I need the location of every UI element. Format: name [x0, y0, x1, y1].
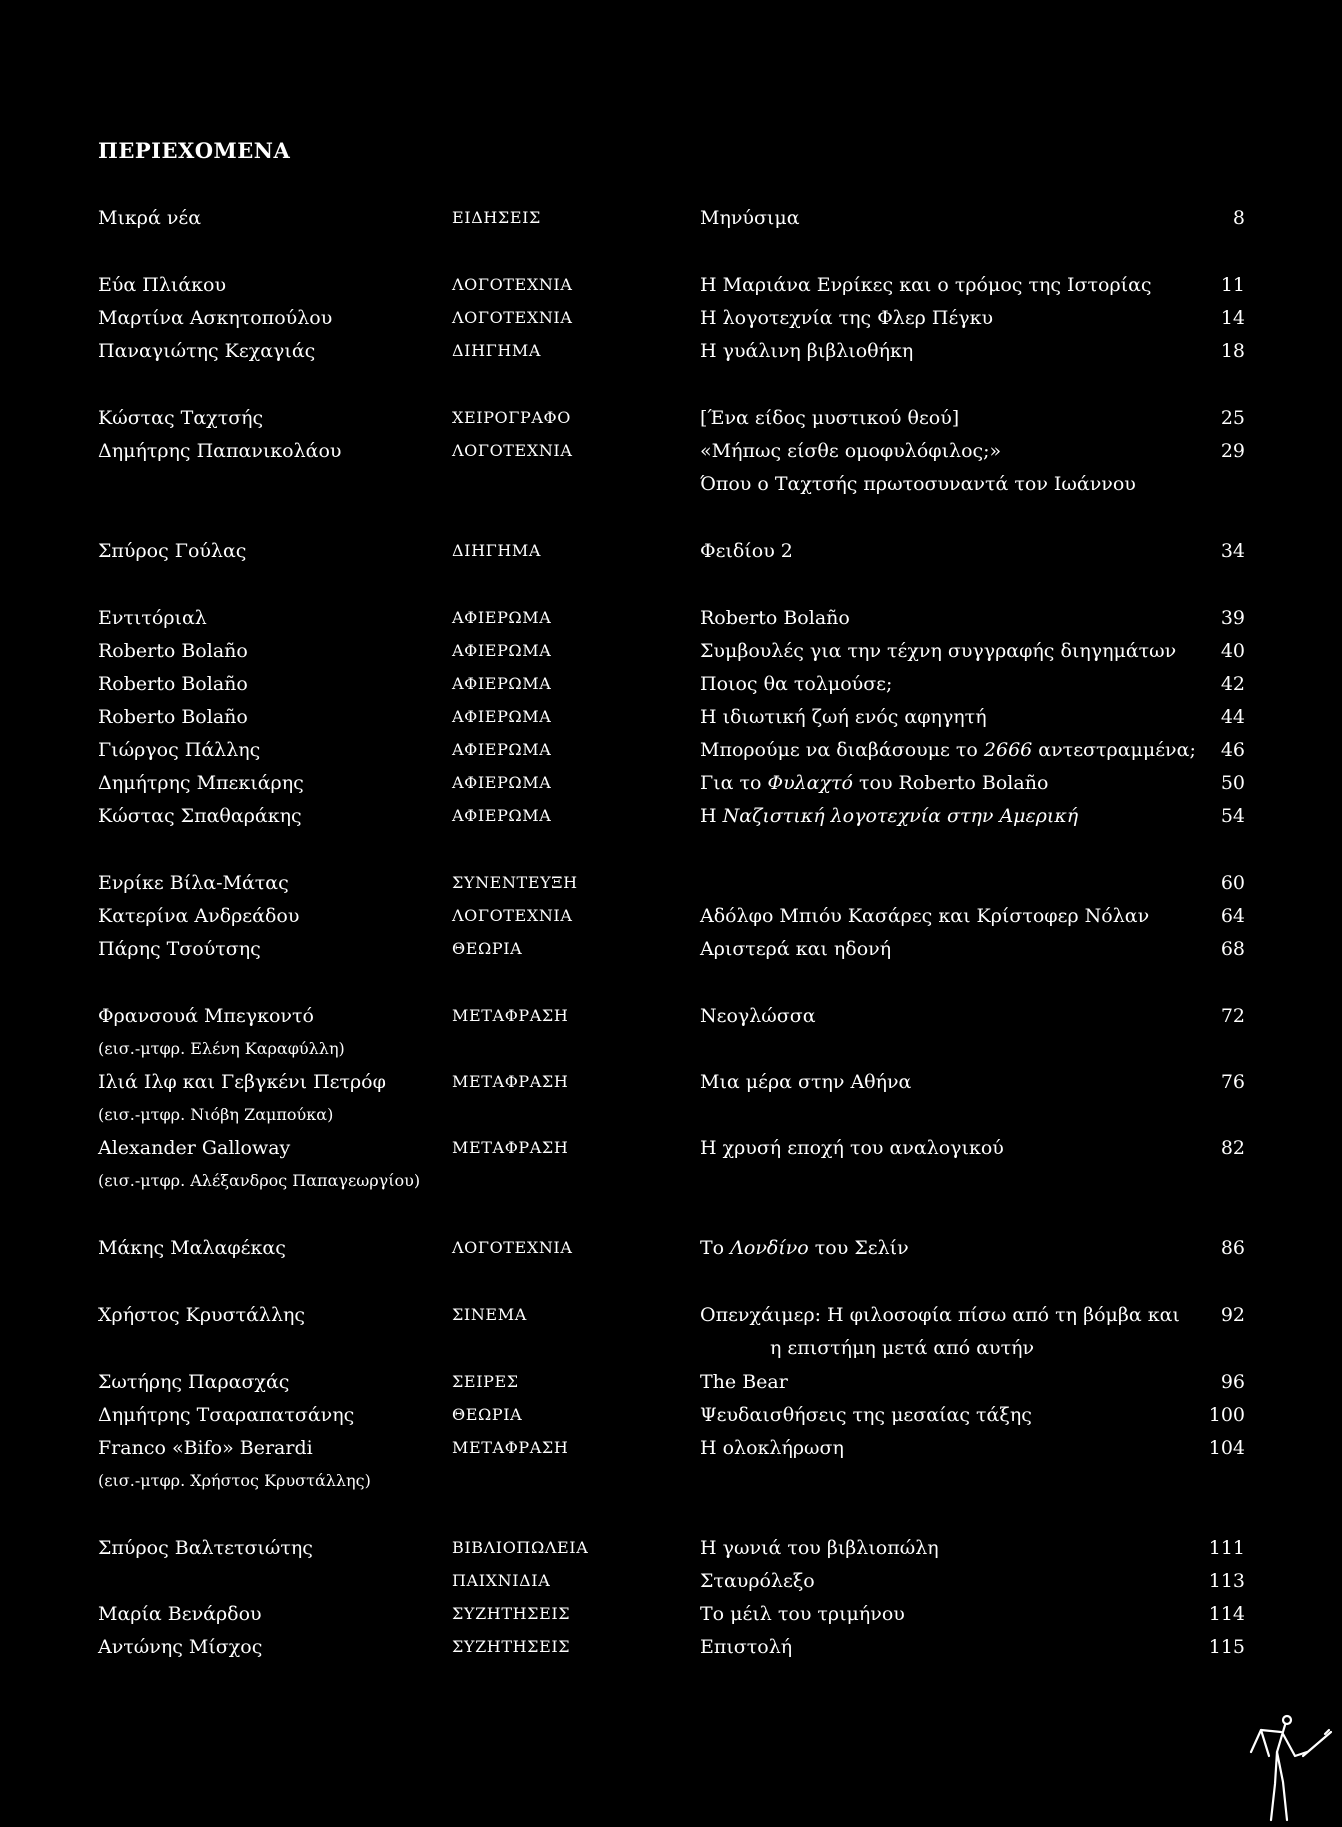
entry-category: ΜΕΤΑΦΡΑΣΗ [452, 1438, 569, 1457]
toc-entry [0, 1598, 1342, 1630]
translator-line [0, 1099, 1342, 1131]
entry-title-part: Η [700, 805, 723, 827]
entry-title: Σταυρόλεξο [700, 1570, 815, 1592]
toc-entry [0, 1332, 1342, 1364]
entry-title [700, 767, 1048, 799]
entry-author: Alexander Galloway [98, 1137, 291, 1159]
entry-page-number: 11 [1220, 274, 1245, 296]
entry-author: Σπύρος Γούλας [98, 540, 247, 562]
toc-entry [0, 269, 1342, 301]
entry-author: Αντώνης Μίσχος [98, 1636, 263, 1658]
toc-entry [0, 1232, 1342, 1264]
entry-title: Αδόλφο Μπιόυ Κασάρες και Κρίστοφερ Νόλαν [700, 905, 1150, 927]
toc-entry [0, 1532, 1342, 1564]
entry-author: Roberto Bolaño [98, 673, 248, 695]
entry-title: Μηνύσιμα [700, 207, 800, 229]
entry-title: Η χρυσή εποχή του αναλογικού [700, 1137, 1004, 1159]
entry-author: Χρήστος Κρυστάλλης [98, 1304, 306, 1326]
entry-author: Ιλιά Ιλφ και Γεβγκένι Πετρόφ [98, 1071, 386, 1093]
entry-category: ΜΕΤΑΦΡΑΣΗ [452, 1138, 569, 1157]
entry-title-part: Το [700, 1237, 731, 1259]
toc-entry [0, 800, 1342, 832]
translator-credit: (εισ.-μτφρ. Χρήστος Κρυστάλλης) [98, 1471, 371, 1490]
toc-entry [0, 668, 1342, 700]
entry-page-number: 104 [1208, 1437, 1245, 1459]
entry-title [700, 800, 1078, 832]
entry-title: The Bear [700, 1371, 788, 1393]
entry-title: Όπου ο Ταχτσής πρωτοσυναντά τον Ιωάννου [700, 473, 1136, 495]
entry-page-number: 39 [1220, 607, 1245, 629]
translator-line [0, 1465, 1342, 1497]
entry-category: ΔΙΗΓΗΜΑ [452, 341, 542, 360]
entry-title-part: του Σελίν [808, 1237, 909, 1259]
entry-category: ΕΙΔΗΣΕΙΣ [452, 208, 541, 227]
entry-page-number: 8 [1232, 207, 1245, 229]
entry-author: Κώστας Σπαθαράκης [98, 805, 302, 827]
entry-page-number: 14 [1220, 307, 1245, 329]
entry-author: Δημήτρης Τσαραπατσάνης [98, 1404, 355, 1426]
entry-title: Επιστολή [700, 1636, 793, 1658]
toc-entry [0, 1565, 1342, 1597]
translator-line [0, 1165, 1342, 1197]
page-title: ΠΕΡΙΕΧΟΜΕΝΑ [98, 138, 291, 163]
translator-credit: (εισ.-μτφρ. Ελένη Καραφύλλη) [98, 1039, 345, 1058]
entry-category: ΑΦΙΕΡΩΜΑ [452, 740, 552, 759]
entry-title: Αριστερά και ηδονή [700, 938, 892, 960]
toc-entry [0, 1066, 1342, 1098]
toc-entry [0, 867, 1342, 899]
entry-page-number: 44 [1220, 706, 1245, 728]
toc-entry [0, 435, 1342, 467]
entry-title: Ψευδαισθήσεις της μεσαίας τάξης [700, 1404, 1032, 1426]
toc-entry [0, 202, 1342, 234]
entry-author: Μάκης Μαλαφέκας [98, 1237, 286, 1259]
entry-title-italic: Ναζιστική λογοτεχνία στην Αμερική [722, 805, 1079, 827]
entry-author: Μαρτίνα Ασκητοπούλου [98, 307, 333, 329]
toc-entry [0, 335, 1342, 367]
entry-page-number: 46 [1220, 739, 1245, 761]
toc-entry [0, 602, 1342, 634]
toc-entry [0, 468, 1342, 500]
entry-title: Νεογλώσσα [700, 1005, 816, 1027]
entry-title [700, 734, 1196, 766]
toc-entry [0, 635, 1342, 667]
entry-page-number: 34 [1220, 540, 1245, 562]
entry-title: «Μήπως είσθε ομοφυλόφιλος;» [700, 440, 1002, 462]
entry-page-number: 29 [1220, 440, 1245, 462]
entry-category: ΛΟΓΟΤΕΧΝΙΑ [452, 1238, 573, 1257]
entry-title-part: του Roberto Bolaño [852, 772, 1049, 794]
toc-entry [0, 933, 1342, 965]
entry-title: Ποιος θα τολμούσε; [700, 673, 893, 695]
entry-title: [Ένα είδος μυστικού θεού] [700, 407, 960, 429]
entry-title: Η Μαριάνα Ενρίκες και ο τρόμος της Ιστορίας [700, 274, 1152, 296]
entry-title: Η ιδιωτική ζωή ενός αφηγητή [700, 706, 987, 728]
entry-title-part: αντεστραμμένα; [1032, 739, 1196, 761]
entry-page-number: 54 [1220, 805, 1245, 827]
entry-page-number: 18 [1220, 340, 1245, 362]
entry-author: Κατερίνα Ανδρεάδου [98, 905, 300, 927]
entry-page-number: 64 [1220, 905, 1245, 927]
entry-page-number: 60 [1220, 872, 1245, 894]
entry-category: ΘΕΩΡΙΑ [452, 1405, 523, 1424]
entry-category: ΣΥΝΕΝΤΕΥΞΗ [452, 873, 578, 892]
entry-title: Roberto Bolaño [700, 607, 850, 629]
entry-category: ΑΦΙΕΡΩΜΑ [452, 707, 552, 726]
entry-page-number: 68 [1220, 938, 1245, 960]
entry-category: ΧΕΙΡΟΓΡΑΦΟ [452, 408, 571, 427]
entry-author: Μικρά νέα [98, 207, 202, 229]
toc-entry [0, 1399, 1342, 1431]
entry-category: ΑΦΙΕΡΩΜΑ [452, 608, 552, 627]
entry-page-number: 82 [1220, 1137, 1245, 1159]
entry-title-italic: Λονδίνο [730, 1237, 809, 1259]
entry-title: Η λογοτεχνία της Φλερ Πέγκυ [700, 307, 994, 329]
entry-page-number: 111 [1208, 1537, 1245, 1559]
toc-entry [0, 1366, 1342, 1398]
entry-category: ΣΥΖΗΤΗΣΕΙΣ [452, 1604, 571, 1623]
entry-category: ΔΙΗΓΗΜΑ [452, 541, 542, 560]
entry-author: Εντιτόριαλ [98, 607, 207, 629]
toc-entry [0, 734, 1342, 766]
entry-title-part: Για το [700, 772, 768, 794]
entry-title: η επιστήμη μετά από αυτήν [770, 1337, 1035, 1359]
entry-author: Roberto Bolaño [98, 706, 248, 728]
entry-title: Η γυάλινη βιβλιοθήκη [700, 340, 914, 362]
entry-author: Franco «Bifo» Berardi [98, 1437, 313, 1459]
entry-category: ΣΙΝΕΜΑ [452, 1305, 527, 1324]
entry-page-number: 96 [1220, 1371, 1245, 1393]
entry-title: Η γωνιά του βιβλιοπώλη [700, 1537, 939, 1559]
toc-entry [0, 1299, 1342, 1331]
entry-page-number: 86 [1220, 1237, 1245, 1259]
entry-author: Πάρης Τσούτσης [98, 938, 261, 960]
entry-category: ΜΕΤΑΦΡΑΣΗ [452, 1006, 569, 1025]
entry-author: Ενρίκε Βίλα-Μάτας [98, 872, 289, 894]
entry-author: Φρανσουά Μπεγκοντό [98, 1005, 314, 1027]
toc-entry [0, 767, 1342, 799]
entry-title-italic: 2666 [983, 739, 1033, 761]
entry-category: ΛΟΓΟΤΕΧΝΙΑ [452, 906, 573, 925]
entry-category: ΘΕΩΡΙΑ [452, 939, 523, 958]
entry-category: ΣΕΙΡΕΣ [452, 1372, 519, 1391]
entry-page-number: 50 [1220, 772, 1245, 794]
entry-author: Κώστας Ταχτσής [98, 407, 264, 429]
translator-credit: (εισ.-μτφρ. Νιόβη Ζαμπούκα) [98, 1105, 334, 1124]
entry-title [700, 1232, 909, 1264]
toc-entry [0, 1631, 1342, 1663]
entry-page-number: 92 [1220, 1304, 1245, 1326]
toc-entry [0, 535, 1342, 567]
entry-category: ΛΟΓΟΤΕΧΝΙΑ [452, 308, 573, 327]
translator-line [0, 1033, 1342, 1065]
entry-title: Η ολοκλήρωση [700, 1437, 844, 1459]
entry-author: Δημήτρης Παπανικολάου [98, 440, 342, 462]
toc-entry [0, 1432, 1342, 1464]
entry-title: Φειδίου 2 [700, 540, 793, 562]
figure-logo-icon [1247, 1712, 1337, 1822]
entry-category: ΛΟΓΟΤΕΧΝΙΑ [452, 275, 573, 294]
entry-title: Συμβουλές για την τέχνη συγγραφής διηγημάτων [700, 640, 1177, 662]
entry-category: ΑΦΙΕΡΩΜΑ [452, 641, 552, 660]
entry-title: Οπενχάιμερ: Η φιλοσοφία πίσω από τη βόμβα και [700, 1304, 1180, 1326]
entry-title: Μια μέρα στην Αθήνα [700, 1071, 912, 1093]
toc-entry [0, 1132, 1342, 1164]
entry-page-number: 115 [1208, 1636, 1245, 1658]
entry-title-part: Μπορούμε να διαβάσουμε το [700, 739, 984, 761]
entry-author: Γιώργος Πάλλης [98, 739, 261, 761]
entry-category: ΑΦΙΕΡΩΜΑ [452, 806, 552, 825]
toc-entry [0, 900, 1342, 932]
entry-page-number: 76 [1220, 1071, 1245, 1093]
entry-category: ΒΙΒΛΙΟΠΩΛΕΙΑ [452, 1538, 589, 1557]
entry-page-number: 114 [1208, 1603, 1245, 1625]
entry-page-number: 40 [1220, 640, 1245, 662]
entry-page-number: 42 [1220, 673, 1245, 695]
entry-page-number: 25 [1220, 407, 1245, 429]
entry-page-number: 72 [1220, 1005, 1245, 1027]
entry-author: Δημήτρης Μπεκιάρης [98, 772, 304, 794]
entry-category: ΑΦΙΕΡΩΜΑ [452, 674, 552, 693]
entry-author: Μαρία Βενάρδου [98, 1603, 262, 1625]
entry-category: ΛΟΓΟΤΕΧΝΙΑ [452, 441, 573, 460]
entry-title-italic: Φυλαχτό [767, 772, 853, 794]
entry-author: Σπύρος Βαλτετσιώτης [98, 1537, 313, 1559]
entry-author: Εύα Πλιάκου [98, 274, 227, 296]
entry-category: ΑΦΙΕΡΩΜΑ [452, 773, 552, 792]
entry-author: Roberto Bolaño [98, 640, 248, 662]
entry-category: ΠΑΙΧΝΙΔΙΑ [452, 1571, 551, 1590]
entry-page-number: 100 [1208, 1404, 1245, 1426]
entry-category: ΣΥΖΗΤΗΣΕΙΣ [452, 1637, 571, 1656]
toc-entry [0, 402, 1342, 434]
toc-entry [0, 701, 1342, 733]
entry-page-number: 113 [1208, 1570, 1245, 1592]
toc-entry [0, 302, 1342, 334]
entry-author: Σωτήρης Παρασχάς [98, 1371, 290, 1393]
translator-credit: (εισ.-μτφρ. Αλέξανδρος Παπαγεωργίου) [98, 1171, 421, 1190]
entry-author: Παναγιώτης Κεχαγιάς [98, 340, 316, 362]
toc-entry [0, 1000, 1342, 1032]
entry-title: Το μέιλ του τριμήνου [700, 1603, 905, 1625]
entry-category: ΜΕΤΑΦΡΑΣΗ [452, 1072, 569, 1091]
